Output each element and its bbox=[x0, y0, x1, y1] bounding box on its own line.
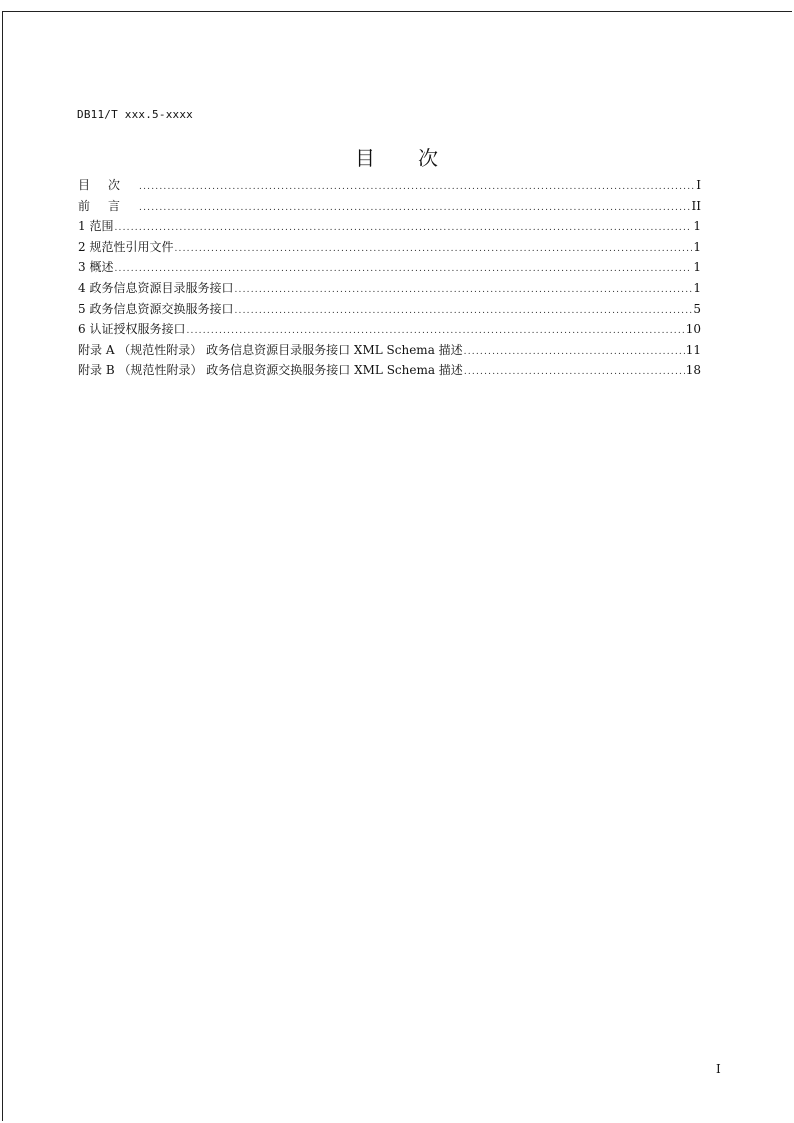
toc-entry-auth-service[interactable] bbox=[78, 319, 701, 340]
toc-entry-foreword[interactable] bbox=[78, 196, 701, 217]
leader-dots bbox=[174, 239, 692, 260]
toc-entry-label: 附录 A （规范性附录） 政务信息资源目录服务接口 XML Schema 描述 bbox=[78, 342, 463, 357]
toc-entry-page: I bbox=[696, 178, 701, 192]
leader-dots bbox=[234, 301, 692, 322]
toc-entry-label: 目次 bbox=[78, 178, 139, 192]
title-part-1: 目 bbox=[355, 146, 376, 170]
toc-entry-page: 5 bbox=[693, 301, 701, 316]
toc-entry-scope[interactable] bbox=[78, 216, 701, 237]
toc-entry-label: 5 政务信息资源交换服务接口 bbox=[78, 301, 234, 316]
toc-entry-page: 1 bbox=[693, 260, 701, 275]
leader-dots bbox=[234, 280, 692, 301]
leader-dots bbox=[464, 362, 685, 383]
table-of-contents bbox=[78, 175, 701, 381]
toc-entry-label: 1 范围 bbox=[78, 219, 114, 234]
page-number: I bbox=[716, 1062, 721, 1076]
toc-entry-page: 1 bbox=[693, 239, 701, 254]
toc-entry-label: 3 概述 bbox=[78, 260, 114, 275]
toc-entry-page: II bbox=[691, 198, 701, 213]
toc-entry-contents[interactable] bbox=[78, 175, 701, 196]
toc-entry-label: 4 政务信息资源目录服务接口 bbox=[78, 280, 234, 295]
title-part-2: 次 bbox=[418, 146, 439, 170]
toc-entry-page: 1 bbox=[693, 219, 701, 234]
toc-entry-label: 2 规范性引用文件 bbox=[78, 239, 174, 254]
toc-entry-exchange-service[interactable] bbox=[78, 299, 701, 320]
toc-entry-appendix-b[interactable] bbox=[78, 360, 701, 381]
toc-entry-label: 前言 bbox=[78, 198, 139, 213]
leader-dots bbox=[139, 177, 695, 198]
toc-entry-page: 11 bbox=[685, 342, 701, 357]
leader-dots bbox=[186, 321, 684, 342]
toc-entry-page: 1 bbox=[693, 280, 701, 295]
toc-entry-page: 18 bbox=[685, 363, 701, 378]
toc-entry-page: 10 bbox=[685, 322, 701, 337]
standard-code: DB11/T xxx.5-xxxx bbox=[77, 108, 193, 121]
toc-entry-label: 6 认证授权服务接口 bbox=[78, 322, 186, 337]
toc-entry-catalog-service[interactable] bbox=[78, 278, 701, 299]
page-title bbox=[0, 142, 794, 171]
toc-entry-label: 附录 B （规范性附录） 政务信息资源交换服务接口 XML Schema 描述 bbox=[78, 363, 463, 378]
toc-entry-appendix-a[interactable] bbox=[78, 340, 701, 361]
leader-dots bbox=[114, 218, 692, 239]
leader-dots bbox=[139, 198, 691, 219]
leader-dots bbox=[464, 342, 685, 363]
leader-dots bbox=[114, 259, 692, 280]
toc-entry-overview[interactable] bbox=[78, 257, 701, 278]
toc-entry-normative-references[interactable] bbox=[78, 237, 701, 258]
